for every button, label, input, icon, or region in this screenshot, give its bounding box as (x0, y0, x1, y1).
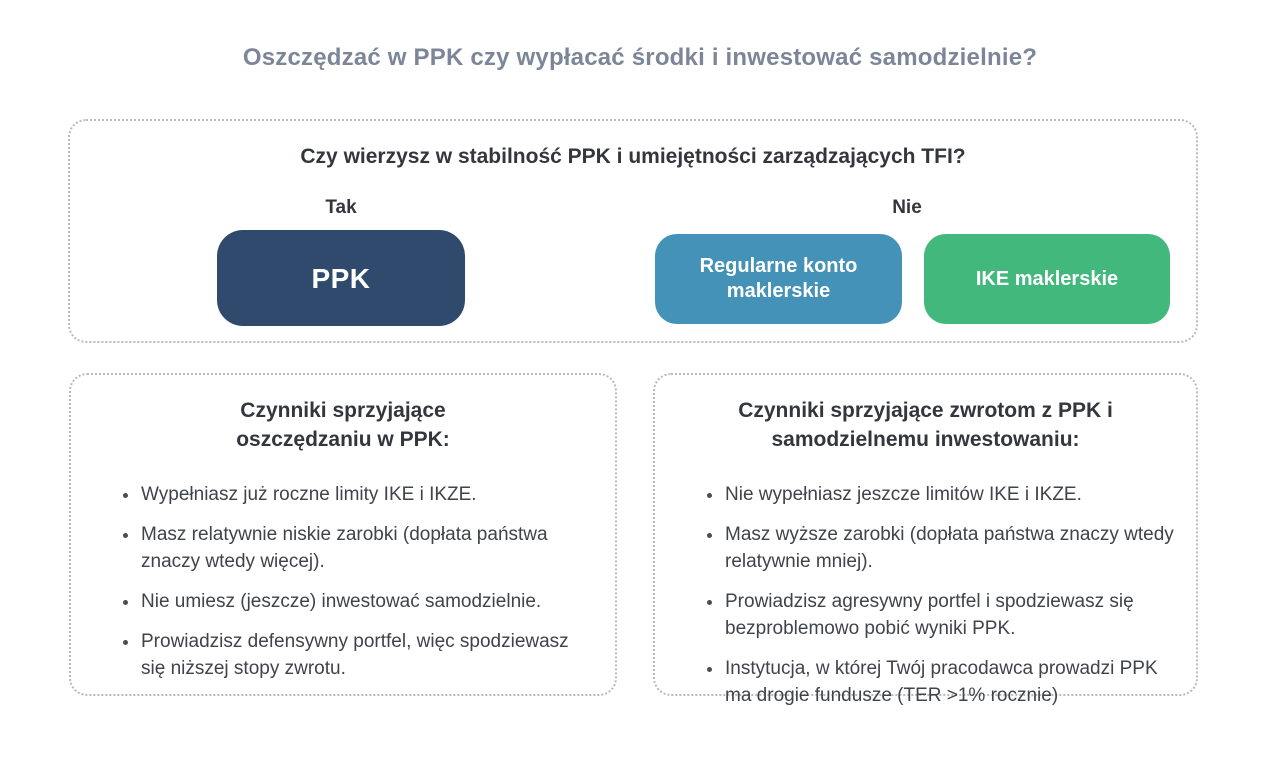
decision-box (68, 119, 1198, 343)
decision-question: Czy wierzysz w stabilność PPK i umiejętności zarządzających TFI? (300, 145, 966, 168)
list-item (705, 656, 1176, 710)
regular-brokerage-button[interactable]: Regularne konto maklerskie (655, 234, 902, 324)
list-item (121, 629, 595, 683)
list-item (121, 522, 595, 576)
bullet-icon (123, 640, 128, 645)
bullet-text: Prowiadzisz agresywny portfel i spodziewasz się bezproblemowo pobić wyniki PPK. (725, 590, 1134, 639)
ppk-button[interactable]: PPK (217, 230, 465, 326)
page-title: Oszczędzać w PPK czy wypłacać środki i inwestować samodzielnie? (242, 44, 1038, 71)
panel-self-invest-factors (653, 373, 1198, 706)
bullet-text: Wypełniasz już roczne limity IKE i IKZE. (141, 483, 477, 505)
bullet-text: Instytucja, w której Twój pracodawca prowadzi PPK ma drogie fundusze (TER >1% rocznie) (725, 657, 1158, 706)
branch-label-yes: Tak (325, 197, 357, 218)
ike-brokerage-button[interactable]: IKE maklerskie (924, 234, 1170, 324)
list-item (705, 482, 1176, 509)
bullet-text: Nie umiesz (jeszcze) inwestować samodzielnie. (141, 590, 542, 612)
branch-label-no: Nie (892, 197, 922, 218)
bullet-icon (707, 533, 712, 538)
list-item (705, 589, 1176, 643)
bullet-icon (707, 667, 712, 672)
panel-self-invest-heading: Czynniki sprzyjające zwrotom z PPK i samodzielnemu inwestowaniu: (738, 399, 1113, 451)
bullet-icon (123, 600, 128, 605)
bullet-text: Masz wyższe zarobki (dopłata państwa znaczy wtedy relatywnie mniej). (725, 523, 1174, 572)
list-item (121, 589, 595, 616)
list-item (705, 522, 1176, 576)
bullet-text: Masz relatywnie niskie zarobki (dopłata państwa znaczy wtedy więcej). (141, 523, 548, 572)
ppk-factors-list (121, 482, 595, 683)
list-item (121, 482, 595, 509)
bullet-icon (123, 493, 128, 498)
bullet-icon (707, 493, 712, 498)
bullet-text: Prowiadzisz defensywny portfel, więc spodziewasz się niższej stopy zwrotu. (141, 630, 569, 679)
bullet-text: Nie wypełniasz jeszcze limitów IKE i IKZE. (725, 483, 1082, 505)
panel-ppk-factors (69, 373, 617, 696)
self-invest-factors-list (705, 482, 1176, 710)
bullet-icon (123, 533, 128, 538)
bullet-icon (707, 600, 712, 605)
panel-ppk-heading: Czynniki sprzyjające oszczędzaniu w PPK: (236, 399, 450, 451)
